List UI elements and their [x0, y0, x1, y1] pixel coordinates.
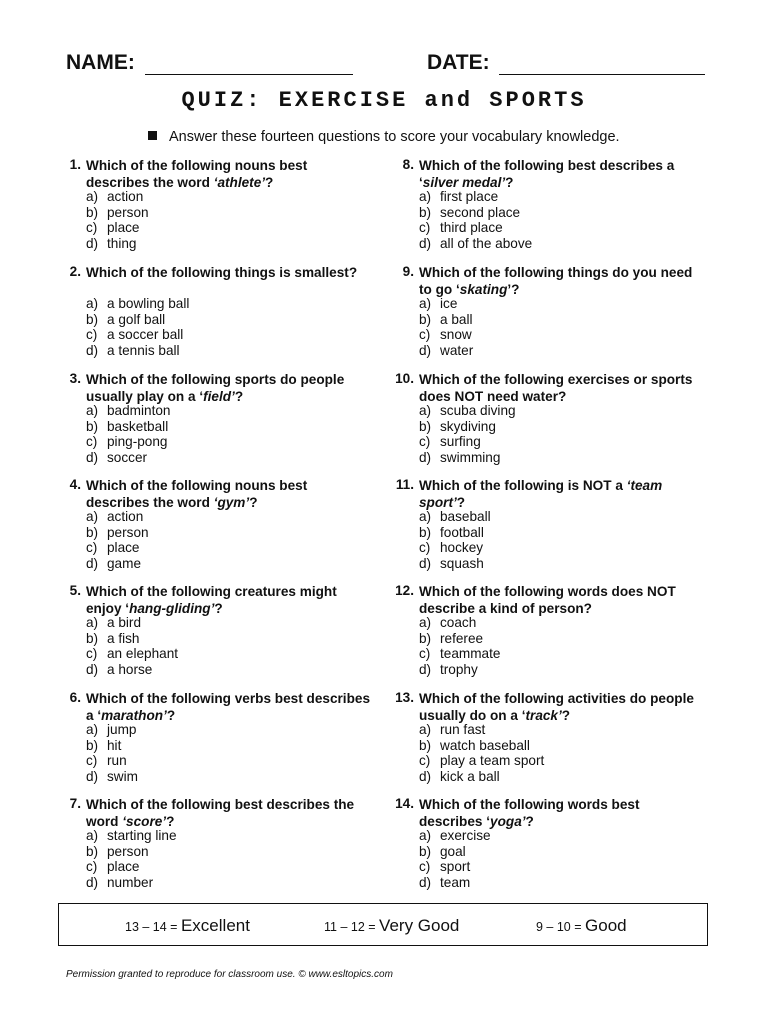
option-item[interactable] — [86, 296, 189, 312]
option-letter: a) — [419, 509, 432, 524]
option-text: a soccer ball — [107, 327, 184, 342]
question-term: track’ — [525, 708, 562, 723]
option-item[interactable] — [419, 343, 473, 359]
score-excellent — [125, 916, 250, 936]
option-text: kick a ball — [440, 768, 500, 784]
option-list — [86, 828, 177, 890]
option-item[interactable] — [419, 859, 491, 875]
date-group — [427, 51, 705, 75]
question-stem — [86, 371, 371, 405]
question-stem — [419, 371, 704, 405]
option-text: run — [107, 753, 127, 768]
option-letter: c) — [86, 859, 98, 874]
option-letter: d) — [86, 768, 99, 784]
question-term: field’ — [203, 389, 235, 404]
option-text: starting line — [107, 828, 177, 843]
question-text: Which of the following verbs best describes a ‘ — [86, 691, 371, 723]
option-letter: a) — [86, 722, 99, 737]
option-letter: d) — [419, 874, 432, 890]
option-item[interactable] — [86, 525, 149, 541]
option-item[interactable] — [419, 236, 532, 252]
option-list — [419, 403, 516, 465]
option-letter: d) — [419, 555, 432, 571]
option-text: trophy — [440, 661, 478, 677]
option-item[interactable] — [419, 419, 516, 435]
question-text: Which of the following things is smallest? — [86, 265, 358, 280]
option-text: coach — [440, 615, 477, 630]
option-item[interactable] — [86, 419, 170, 435]
instructions-text: Answer these fourteen questions to score your vocabulary knowledge. — [169, 129, 620, 145]
option-item[interactable] — [419, 722, 544, 738]
instructions — [148, 129, 620, 145]
option-item[interactable] — [419, 753, 544, 769]
option-text: jump — [107, 722, 137, 737]
option-letter: d) — [419, 768, 432, 784]
option-text: action — [107, 509, 144, 524]
option-text: referee — [440, 630, 484, 646]
option-letter: b) — [86, 630, 99, 646]
option-letter: b) — [419, 630, 432, 646]
question-stem — [419, 157, 704, 191]
question-punctuation: ? — [166, 708, 176, 723]
option-text: person — [107, 843, 149, 859]
option-list — [86, 509, 149, 571]
question-term: ‘athlete’ — [213, 175, 266, 190]
question-number: 13. — [395, 690, 414, 705]
option-letter: c) — [419, 434, 431, 449]
option-item[interactable] — [86, 220, 149, 236]
option-text: football — [440, 524, 484, 540]
option-list — [86, 296, 189, 358]
question-text: Which of the following best describes the word — [86, 797, 355, 829]
option-text: ping-pong — [107, 434, 168, 449]
question-number: 9. — [402, 264, 414, 279]
question-term: marathon’ — [101, 708, 167, 723]
option-item[interactable] — [419, 327, 473, 343]
question-punctuation: ? — [525, 814, 534, 829]
question-number: 3. — [69, 371, 81, 386]
option-item[interactable] — [86, 631, 178, 647]
option-item[interactable] — [86, 312, 189, 328]
option-letter: b) — [419, 843, 432, 859]
option-letter: c) — [419, 220, 431, 235]
option-text: action — [107, 189, 144, 204]
option-letter: d) — [86, 874, 99, 890]
option-item[interactable] — [419, 631, 500, 647]
option-text: scuba diving — [440, 403, 516, 418]
option-letter: b) — [86, 524, 99, 540]
question-stem — [86, 583, 371, 617]
option-item[interactable] — [86, 753, 138, 769]
option-item[interactable] — [86, 434, 170, 450]
option-text: goal — [440, 843, 466, 859]
option-list — [419, 828, 491, 890]
option-text: place — [107, 540, 140, 555]
option-item[interactable] — [419, 205, 532, 221]
date-blank[interactable] — [499, 55, 705, 75]
question-punctuation: ? — [456, 495, 466, 510]
option-item[interactable] — [86, 828, 177, 844]
question-punctuation: ? — [214, 601, 223, 616]
date-label: DATE: — [427, 51, 490, 74]
option-text: a horse — [107, 661, 153, 677]
question-number: 2. — [69, 264, 81, 279]
option-letter: b) — [86, 737, 99, 753]
option-item[interactable] — [86, 738, 138, 754]
option-text: water — [440, 342, 474, 358]
option-item[interactable] — [86, 509, 149, 525]
option-list — [419, 722, 544, 784]
option-item[interactable] — [419, 875, 491, 891]
option-item[interactable] — [419, 220, 532, 236]
option-text: play a team sport — [440, 753, 545, 768]
question-text: Which of the following nouns best describes the word — [86, 158, 308, 190]
option-text: squash — [440, 555, 484, 571]
option-letter: a) — [86, 189, 99, 204]
option-text: swim — [107, 768, 138, 784]
option-item[interactable] — [419, 662, 500, 678]
question-text: Which of the following activities do people usually do on a ‘ — [419, 691, 694, 723]
option-text: surfing — [440, 434, 481, 449]
option-letter: c) — [86, 220, 98, 235]
page-title: QUIZ: EXERCISE and SPORTS — [181, 88, 587, 113]
option-letter: b) — [86, 418, 99, 434]
option-item[interactable] — [419, 450, 516, 466]
option-list — [86, 403, 170, 465]
option-text: hockey — [440, 540, 484, 555]
question-term: ‘score’ — [122, 814, 167, 829]
question-stem — [419, 690, 704, 724]
score-range: 13 – 14 = — [125, 920, 178, 934]
question-term: silver medal’ — [422, 175, 506, 190]
question-number: 10. — [395, 371, 414, 386]
score-range: 11 – 12 = — [324, 920, 376, 934]
score-range: 9 – 10 = — [536, 920, 582, 934]
option-letter: d) — [86, 235, 99, 251]
question-punctuation: ’? — [507, 282, 520, 297]
option-letter: c) — [419, 859, 431, 874]
option-item[interactable] — [419, 525, 491, 541]
option-letter: b) — [419, 204, 432, 220]
question-punctuation: ? — [249, 495, 258, 510]
option-letter: c) — [86, 434, 98, 449]
option-text: basketball — [107, 418, 169, 434]
option-letter: d) — [86, 449, 99, 465]
option-letter: a) — [419, 296, 432, 311]
option-letter: c) — [419, 753, 431, 768]
option-item[interactable] — [86, 327, 189, 343]
score-box — [58, 903, 708, 946]
option-letter: a) — [86, 403, 99, 418]
option-text: run fast — [440, 722, 486, 737]
option-letter: a) — [419, 403, 432, 418]
question-term: ‘team sport’ — [419, 478, 663, 510]
option-text: second place — [440, 204, 521, 220]
option-list — [419, 296, 473, 358]
option-text: badminton — [107, 403, 171, 418]
option-item[interactable] — [419, 828, 491, 844]
option-item[interactable] — [86, 236, 149, 252]
option-text: teammate — [440, 646, 501, 661]
option-letter: a) — [86, 615, 99, 630]
name-blank[interactable] — [145, 55, 353, 75]
option-text: a bowling ball — [107, 296, 190, 311]
option-text: snow — [440, 327, 472, 342]
question-term: hang-gliding’ — [129, 601, 215, 616]
option-item[interactable] — [419, 540, 491, 556]
option-item[interactable] — [419, 556, 491, 572]
option-letter: c) — [419, 327, 431, 342]
question-number: 7. — [69, 796, 81, 811]
option-text: number — [107, 874, 154, 890]
option-text: an elephant — [107, 646, 179, 661]
option-text: baseball — [440, 509, 491, 524]
question-text: Which of the following things do you need to go ‘ — [419, 265, 693, 297]
option-text: a fish — [107, 630, 140, 646]
option-letter: d) — [419, 449, 432, 465]
option-item[interactable] — [86, 662, 178, 678]
option-text: ice — [440, 296, 458, 311]
option-text: a tennis ball — [107, 342, 180, 358]
option-item[interactable] — [86, 844, 177, 860]
option-text: third place — [440, 220, 503, 235]
option-letter: a) — [86, 828, 99, 843]
question-punctuation: ? — [505, 175, 514, 190]
option-list — [86, 615, 178, 677]
option-item[interactable] — [419, 312, 473, 328]
option-text: hit — [107, 737, 122, 753]
option-letter: d) — [86, 555, 99, 571]
option-text: a ball — [440, 311, 473, 327]
question-stem — [86, 264, 371, 281]
option-text: all of the above — [440, 235, 533, 251]
question-stem — [86, 477, 371, 511]
question-number: 12. — [395, 583, 414, 598]
question-text: Which of the following exercises or sports does NOT need water? — [419, 372, 693, 404]
question-stem — [419, 583, 704, 617]
option-item[interactable] — [86, 859, 177, 875]
score-very-good — [324, 916, 459, 936]
option-letter: c) — [419, 646, 431, 661]
option-text: person — [107, 524, 149, 540]
option-letter: a) — [419, 189, 432, 204]
question-number: 11. — [395, 477, 414, 492]
option-text: game — [107, 555, 142, 571]
score-label: Excellent — [180, 916, 250, 935]
question-number: 1. — [69, 157, 81, 172]
option-item[interactable] — [419, 189, 532, 205]
question-number: 4. — [69, 477, 81, 492]
option-letter: d) — [419, 661, 432, 677]
option-letter: a) — [419, 722, 432, 737]
option-text: a golf ball — [107, 311, 166, 327]
option-item[interactable] — [86, 540, 149, 556]
question-number: 14. — [395, 796, 414, 811]
option-item[interactable] — [419, 769, 544, 785]
option-text: skydiving — [440, 418, 496, 434]
option-letter: b) — [419, 418, 432, 434]
option-item[interactable] — [86, 722, 138, 738]
option-list — [86, 722, 138, 784]
question-punctuation: ? — [561, 708, 571, 723]
option-item[interactable] — [86, 875, 177, 891]
option-letter: c) — [86, 753, 98, 768]
question-punctuation: ? — [265, 175, 274, 190]
option-item[interactable] — [419, 738, 544, 754]
option-list — [419, 189, 532, 251]
option-letter: c) — [419, 540, 431, 555]
option-text: team — [440, 874, 471, 890]
option-letter: d) — [86, 661, 99, 677]
option-letter: d) — [419, 342, 432, 358]
question-term: yoga’ — [490, 814, 526, 829]
option-letter: c) — [86, 646, 98, 661]
footer-permission: Permission granted to reproduce for classroom use. © www.esltopics.com — [66, 969, 393, 980]
option-item[interactable] — [419, 844, 491, 860]
option-list — [86, 189, 149, 251]
option-text: place — [107, 220, 140, 235]
score-good — [536, 916, 627, 936]
question-text: Which of the following is NOT a — [419, 478, 627, 493]
question-punctuation: ? — [166, 814, 175, 829]
question-stem — [86, 157, 371, 191]
option-letter: b) — [86, 843, 99, 859]
option-text: first place — [440, 189, 499, 204]
option-text: sport — [440, 859, 471, 874]
question-text: Which of the following sports do people usually play on a ‘ — [86, 372, 345, 404]
score-label: Very Good — [379, 916, 460, 935]
option-text: swimming — [440, 449, 501, 465]
option-letter: c) — [86, 327, 98, 342]
question-stem — [419, 796, 704, 830]
option-item[interactable] — [86, 450, 170, 466]
question-term: skating — [459, 282, 508, 297]
score-label: Good — [585, 916, 627, 935]
option-item[interactable] — [86, 769, 138, 785]
option-item[interactable] — [86, 403, 170, 419]
option-text: soccer — [107, 449, 148, 465]
option-letter: a) — [86, 296, 99, 311]
option-text: thing — [107, 235, 137, 251]
option-list — [419, 509, 491, 571]
option-item[interactable] — [86, 189, 149, 205]
option-item[interactable] — [86, 343, 189, 359]
option-letter: d) — [86, 342, 99, 358]
option-letter: a) — [419, 615, 432, 630]
option-item[interactable] — [419, 646, 500, 662]
option-item[interactable] — [419, 434, 516, 450]
option-letter: b) — [419, 737, 432, 753]
option-text: person — [107, 204, 149, 220]
question-number: 8. — [402, 157, 414, 172]
question-stem — [419, 477, 704, 511]
option-item[interactable] — [86, 646, 178, 662]
option-letter: a) — [419, 828, 432, 843]
question-number: 6. — [69, 690, 81, 705]
option-item[interactable] — [419, 615, 500, 631]
name-label: NAME: — [66, 51, 135, 74]
option-text: exercise — [440, 828, 491, 843]
option-letter: c) — [86, 540, 98, 555]
question-text: Which of the following words does NOT describe a kind of person? — [419, 584, 676, 616]
option-letter: b) — [419, 311, 432, 327]
option-letter: a) — [86, 509, 99, 524]
square-bullet-icon — [148, 131, 157, 140]
option-item[interactable] — [86, 615, 178, 631]
option-text: place — [107, 859, 140, 874]
question-punctuation: ? — [234, 389, 244, 404]
option-item[interactable] — [86, 205, 149, 221]
option-letter: d) — [419, 235, 432, 251]
option-letter: b) — [419, 524, 432, 540]
option-item[interactable] — [86, 556, 149, 572]
option-letter: b) — [86, 204, 99, 220]
option-item[interactable] — [419, 296, 473, 312]
question-number: 5. — [69, 583, 81, 598]
question-term: ‘gym’ — [213, 495, 250, 510]
option-letter: b) — [86, 311, 99, 327]
question-text: Which of the following best describes a ‘ — [419, 158, 675, 190]
question-text: Which of the following words best describes ‘ — [419, 797, 640, 829]
question-stem — [86, 796, 371, 830]
question-stem — [86, 690, 371, 724]
option-item[interactable] — [419, 403, 516, 419]
question-text: Which of the following nouns best describes the word — [86, 478, 308, 510]
question-text: Which of the following creatures might enjoy ‘ — [86, 584, 337, 616]
option-list — [419, 615, 500, 677]
question-stem — [419, 264, 704, 298]
option-item[interactable] — [419, 509, 491, 525]
option-text: watch baseball — [440, 737, 530, 753]
option-text: a bird — [107, 615, 142, 630]
header-line — [66, 51, 706, 75]
